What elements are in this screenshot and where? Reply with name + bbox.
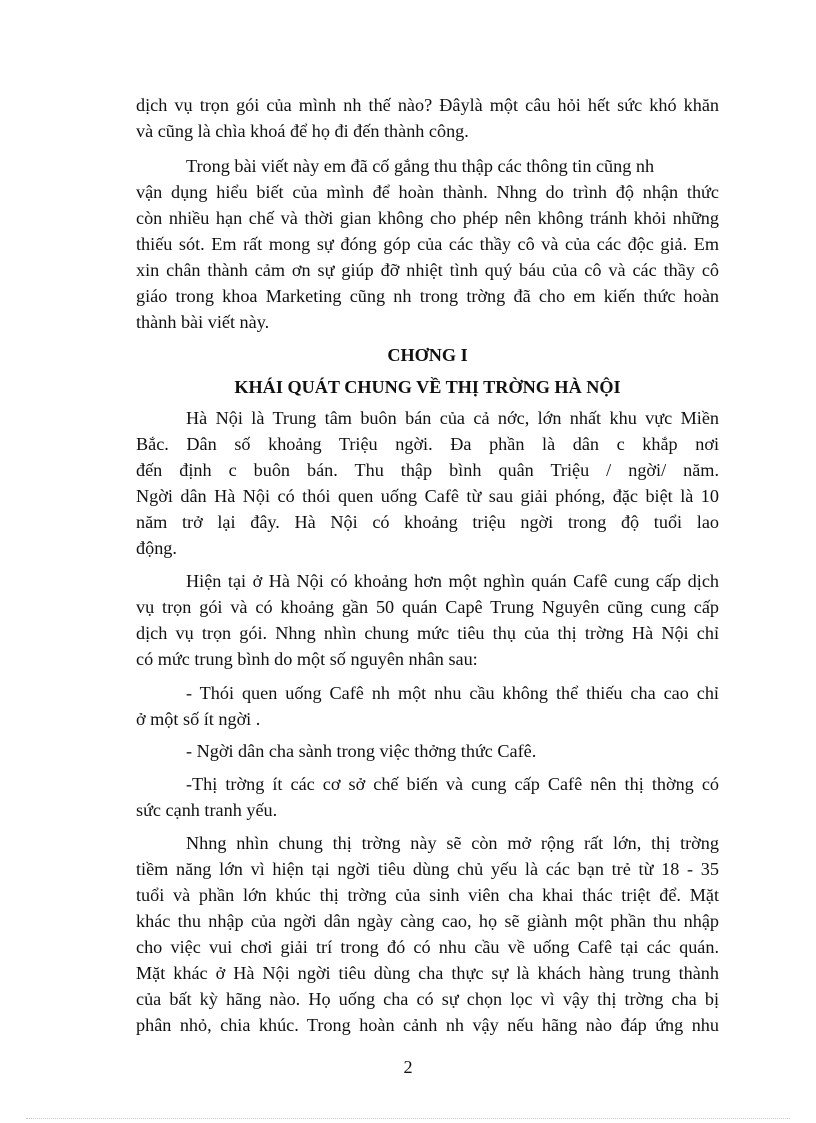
- text-line: dịch vụ trọn gói. Nhng nhìn chung mức tiêu thụ của thị trờng Hà Nội chỉ: [136, 623, 719, 643]
- text-line: thiếu sót. Em rất mong sự đóng góp của các thầy cô và của các độc giả. Em: [136, 234, 719, 254]
- text-line: dịch vụ trọn gói của mình nh thế nào? Đâylà một câu hỏi hết sức khó khăn: [136, 95, 719, 115]
- page-number: 2: [403, 1057, 413, 1077]
- chapter-number: CHƠNG I: [387, 345, 468, 365]
- list-item-line: - Ngời dân cha sành trong việc thởng thức Cafê.: [186, 741, 537, 761]
- text-line: giáo trong khoa Marketing cũng nh trong trờng đã cho em kiến thức hoàn: [136, 286, 719, 306]
- text-line: Hiện tại ở Hà Nội có khoảng hơn một nghìn quán Cafê cung cấp dịch: [186, 571, 719, 591]
- text-line: đến định c buôn bán. Thu thập bình quân Triệu / ngời/ năm.: [136, 460, 719, 480]
- text-line: của bất kỳ hãng nào. Họ uống cha có sự chọn lọc vì vậy thị trờng cha bị: [136, 989, 719, 1009]
- text-line: năm trở lại đây. Hà Nội có khoảng triệu ngời trong độ tuổi lao: [136, 512, 719, 532]
- list-item-line: -Thị trờng ít các cơ sở chế biến và cung cấp Cafê nên thị thờng có: [186, 774, 719, 794]
- text-line: Trong bài viết này em đã cố gắng thu thập các thông tin cũng nh: [186, 156, 655, 176]
- text-line: có mức trung bình do một số nguyên nhân sau:: [136, 649, 478, 669]
- text-line: khác thu nhập của ngời dân ngày càng cao, họ sẽ giành một phần thu nhập: [136, 911, 719, 931]
- text-line: vận dụng hiểu biết của mình để hoàn thành. Nhng do trình độ nhận thức: [136, 182, 719, 202]
- list-item-line: sức cạnh tranh yếu.: [136, 800, 278, 820]
- text-line: cho việc vui chơi giải trí trong đó có nhu cầu về uống Cafê tại các quán.: [136, 937, 719, 957]
- text-line: phân nhỏ, chia khúc. Trong hoàn cảnh nh vậy nếu hãng nào đáp ứng nhu: [136, 1015, 719, 1035]
- text-line: Nhng nhìn chung thị trờng này sẽ còn mở rộng rất lớn, thị trờng: [186, 833, 719, 853]
- text-line: và cũng là chìa khoá để họ đi đến thành công.: [136, 121, 469, 141]
- text-line: còn nhiều hạn chế và thời gian không cho phép nên không tránh khỏi những: [136, 208, 719, 228]
- list-item-line: - Thói quen uống Cafê nh một nhu cầu không thể thiếu cha cao chỉ: [186, 683, 719, 703]
- page-bottom-divider: [26, 1118, 790, 1119]
- list-item-line: ở một số ít ngời .: [136, 709, 261, 729]
- text-line: xin chân thành cảm ơn sự giúp đỡ nhiệt tình quý báu của cô và các thầy cô: [136, 260, 719, 280]
- chapter-title: KHÁI QUÁT CHUNG VỀ THỊ TRỜNG HÀ NỘI: [234, 377, 621, 397]
- text-line: Bắc. Dân số khoảng Triệu ngời. Đa phần là dân c khắp nơi: [136, 434, 719, 454]
- text-line: thành bài viết này.: [136, 312, 270, 332]
- text-line: Ngời dân Hà Nội có thói quen uống Cafê từ sau giải phóng, đặc biệt là 10: [136, 486, 719, 506]
- text-line: vụ trọn gói và có khoảng gần 50 quán Capê Trung Nguyên cũng cung cấp: [136, 597, 719, 617]
- text-line: tuổi và phần lớn khúc thị trờng của sinh viên cha khai thác triệt để. Mặt: [136, 885, 719, 905]
- text-line: Hà Nội là Trung tâm buôn bán của cả nớc, lớn nhất khu vực Miền: [186, 408, 719, 428]
- text-line: tiềm năng lớn vì hiện tại ngời tiêu dùng chủ yếu là các bạn trẻ từ 18 - 35: [136, 859, 719, 879]
- text-line: Mặt khác ở Hà Nội ngời tiêu dùng cha thực sự là khách hàng trung thành: [136, 963, 719, 983]
- text-line: động.: [136, 538, 177, 558]
